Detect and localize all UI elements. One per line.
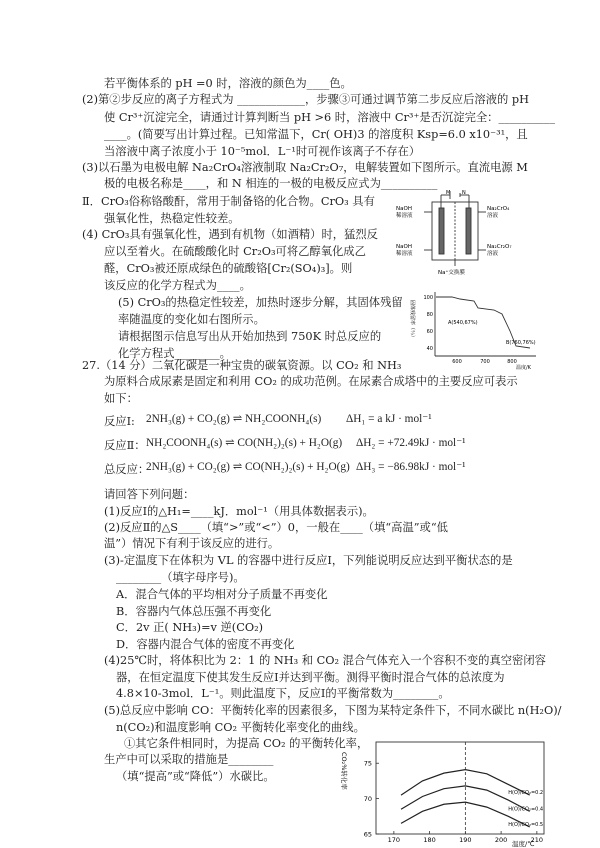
q27-ask: 请回答下列问题： bbox=[104, 488, 195, 501]
option-c: C．2v 正( NH₃)=v 逆(CO₂) bbox=[116, 621, 264, 634]
option-d: D．容器内混合气体的密度不再变化 bbox=[116, 638, 295, 651]
residue-rate-chart bbox=[406, 286, 544, 370]
option-b: B．容器内气体总压强不再变化 bbox=[116, 605, 272, 618]
q26-p2-b: 使 Cr³⁺沉淀完全，请通过计算判断当 pH >6 时，溶液中 Cr³⁺是否沉淀完全：__________ bbox=[104, 111, 555, 124]
q26-p5-c: 请根据图示信息写出从开始加热到 750K 时总反应的 bbox=[118, 330, 382, 343]
q27-a4-b: 器，在恒定温度下使其发生反应Ⅰ并达到平衡。测得平衡时混合气体的总浓度为 bbox=[116, 671, 505, 684]
q27-a3-b: ________（填字母序号)。 bbox=[116, 571, 245, 584]
chart-xtick-label: 170 bbox=[387, 836, 401, 844]
q26-p3-c: Ⅱ．CrO₃俗称铬酸酐，常用于制备铬的化合物。CrO₃ 具有 bbox=[82, 195, 375, 208]
q26-p4-a: (4) CrO₃具有强氧化性，遇到有机物（如酒精）时，猛烈反 bbox=[82, 228, 378, 241]
electrolysis-cell-figure bbox=[394, 190, 518, 276]
right-bottom-label: Na₂Cr₂O₇ bbox=[487, 244, 512, 250]
q26-p4-d: 该反应的化学方程式为____。 bbox=[104, 279, 251, 292]
left-top-label: NaOH bbox=[396, 206, 412, 212]
chart-ytick-label: 65 bbox=[363, 830, 372, 839]
q26-line0: 若平衡体系的 pH =0 时，溶液的颜色为____色。 bbox=[104, 77, 352, 90]
left-top-label-2: 稀溶液 bbox=[396, 213, 413, 219]
residue-xtick-700: 700 bbox=[480, 359, 490, 365]
q26-p5-a: (5) CrO₃的热稳定性较差，加热时逐步分解，其固体残留 bbox=[118, 296, 403, 309]
reaction-total-label: 总反应： bbox=[104, 463, 150, 476]
q27-a5-c: ①其它条件相同时，为提高 CO₂ 的平衡转化率， bbox=[124, 737, 369, 750]
chart-plot-frame bbox=[376, 742, 544, 834]
pole-n-label: N bbox=[462, 190, 466, 196]
residue-xtick-800: 800 bbox=[507, 359, 517, 365]
right-bottom-label-2: 溶液 bbox=[487, 251, 499, 257]
q27-a4-a: (4)25℃时，将体积比为 2：1 的 NH₃ 和 CO₂ 混合气体充入一个容积不变的真空密闭容 bbox=[104, 654, 546, 667]
reaction-1-dh: ΔH₁ = a kJ · mol⁻¹ bbox=[346, 413, 432, 425]
q27-head-b: 为原料合成尿素是固定和利用 CO₂ 的成功范例。在尿素合成塔中的主要反应可表示 bbox=[104, 375, 518, 388]
q26-p5-b: 率随温度的变化如右图所示。 bbox=[118, 313, 265, 326]
residue-xlabel: 温度/K bbox=[516, 365, 531, 370]
q27-a4-c: 4.8×10-3mol．L⁻¹。则此温度下，反应Ⅰ的平衡常数为________。 bbox=[116, 687, 450, 700]
chart-ylabel: CO₂%转化率 bbox=[340, 752, 348, 790]
reaction-2-equation: NH₂COONH₄(s) ⇌ CO(NH₂)₂(s) + H₂O(g) bbox=[146, 437, 343, 449]
q27-a5-a: (5)总反应中影响 CO：平衡转化率的因素很多，下图为某特定条件下，不同水碳比 n(H₂O)/ bbox=[104, 704, 562, 717]
residue-ytick-60: 60 bbox=[426, 329, 433, 335]
q26-p3-a: (3)以石墨为电极电解 Na₂CrO₄溶液制取 Na₂Cr₂O₇，电解装置如下图所示。直流电源 M bbox=[82, 161, 528, 174]
reaction-2-dh: ΔH₂ = +72.49kJ · mol⁻¹ bbox=[356, 437, 466, 449]
q27-head-c: 如下： bbox=[104, 392, 138, 405]
co2-conversion-chart bbox=[330, 738, 560, 848]
left-bottom-label: NaOH bbox=[396, 244, 412, 250]
chart-series-label-1: H(O)/CO₂=0.2 bbox=[508, 790, 544, 797]
residue-ytick-100: 100 bbox=[423, 295, 433, 301]
left-electrode bbox=[439, 208, 444, 254]
q27-head-a: 27.（14 分）二氧化碳是一种宝贵的碳氧资源。以 CO₂ 和 NH₃ bbox=[82, 359, 402, 372]
pole-m-label: M bbox=[446, 190, 451, 196]
q27-a5-d: 生产中可以采取的措施是________ bbox=[104, 753, 274, 766]
chart-ytick-label: 75 bbox=[363, 759, 372, 768]
right-top-label: Na₂CrO₄ bbox=[487, 206, 510, 212]
residue-ytick-80: 80 bbox=[426, 312, 433, 318]
option-a: A．混合气体的平均相对分子质量不再变化 bbox=[116, 588, 328, 601]
left-bottom-label-2: 稀溶液 bbox=[396, 251, 413, 257]
chart-xtick-label: 180 bbox=[423, 836, 436, 844]
residue-point-a-label: A(540,67%) bbox=[448, 320, 478, 326]
q27-a3: (3)-定温度下在体积为 VL 的容器中进行反应Ⅰ，下列能说明反应达到平衡状态的是 bbox=[104, 554, 513, 567]
chart-series-label-2: H(O)/CO₂=0.4 bbox=[508, 806, 544, 813]
membrane-label: Na⁺交换膜 bbox=[438, 270, 465, 276]
residue-ytick-40: 40 bbox=[426, 346, 433, 352]
right-electrode bbox=[466, 208, 471, 254]
right-top-label-2: 溶液 bbox=[487, 213, 499, 219]
q26-p3-d: 强氧化性，热稳定性较差。 bbox=[104, 212, 240, 225]
residue-xtick-600: 600 bbox=[452, 359, 462, 365]
reaction-total-equation: 2NH₃(g) + CO₂(g) ⇌ CO(NH₂)₂(s) + H₂O(g) bbox=[146, 461, 350, 473]
q26-p2-a: (2)第②步反应的离子方程式为 ____________，步骤③可通过调节第二步反应后溶液的 pH bbox=[82, 93, 529, 106]
q26-p3-b: 极的电极名称是____，和 N 相连的一极的电极反应式为__________ bbox=[104, 177, 438, 190]
reaction-1-label: 反应Ⅰ: bbox=[104, 415, 135, 428]
q27-a1: (1)反应Ⅰ的△H₁=____kJ．mol⁻¹（用具体数据表示)。 bbox=[104, 505, 374, 518]
reaction-2-label: 反应Ⅱ： bbox=[104, 439, 146, 452]
q27-a5-b: n(CO₂)和温度影响 CO₂ 平衡转化率变化的曲线。 bbox=[116, 721, 365, 734]
residue-ylabel: 固体残留率（％） bbox=[409, 300, 415, 341]
reaction-1-equation: 2NH₃(g) + CO₂(g) ⇌ NH₂COONH₄(s) bbox=[146, 413, 322, 425]
q27-a2-b: 温”）情况下有利于该反应的进行。 bbox=[104, 537, 280, 550]
chart-xtick-label: 210 bbox=[530, 836, 544, 844]
q26-p4-b: 应以至着火。在硫酸酸化时 Cr₂O₃可将乙醇氧化成乙 bbox=[104, 245, 366, 258]
chart-xtick-label: 190 bbox=[459, 836, 472, 844]
q27-a5-e: （填“提高”或“降低”）水碳比。 bbox=[116, 770, 275, 783]
q26-p4-c: 醛，CrO₃被还原成绿色的硫酸铬[Cr₂(SO₄)₃]。则 bbox=[104, 262, 353, 275]
chart-xlabel: 温度/℃ bbox=[512, 840, 535, 848]
q27-a2-a: (2)反应Ⅱ的△S____（填“>”或“<”）0，一般在____（填“高温”或“低 bbox=[104, 521, 448, 534]
chart-ytick-label: 70 bbox=[363, 795, 372, 804]
q26-p2-c: ____。(简要写出计算过程。已知常温下，Cr( OH)3 的溶度积 Ksp=6.0 x10⁻³¹，且 bbox=[104, 128, 528, 141]
q26-p5-d: 化学方程式________。 bbox=[118, 347, 231, 360]
q26-p2-d: 当溶液中离子浓度小于 10⁻⁵mol．L⁻¹时可视作该离子不存在） bbox=[104, 145, 421, 158]
residue-point-b-label: B(760,76%) bbox=[506, 340, 536, 346]
reaction-total-dh: ΔH₃ = −86.98kJ · mol⁻¹ bbox=[356, 461, 466, 473]
chart-xtick-label: 200 bbox=[494, 836, 508, 844]
chart-series-label-3: H(O)/CO₂=0.5 bbox=[508, 821, 544, 828]
